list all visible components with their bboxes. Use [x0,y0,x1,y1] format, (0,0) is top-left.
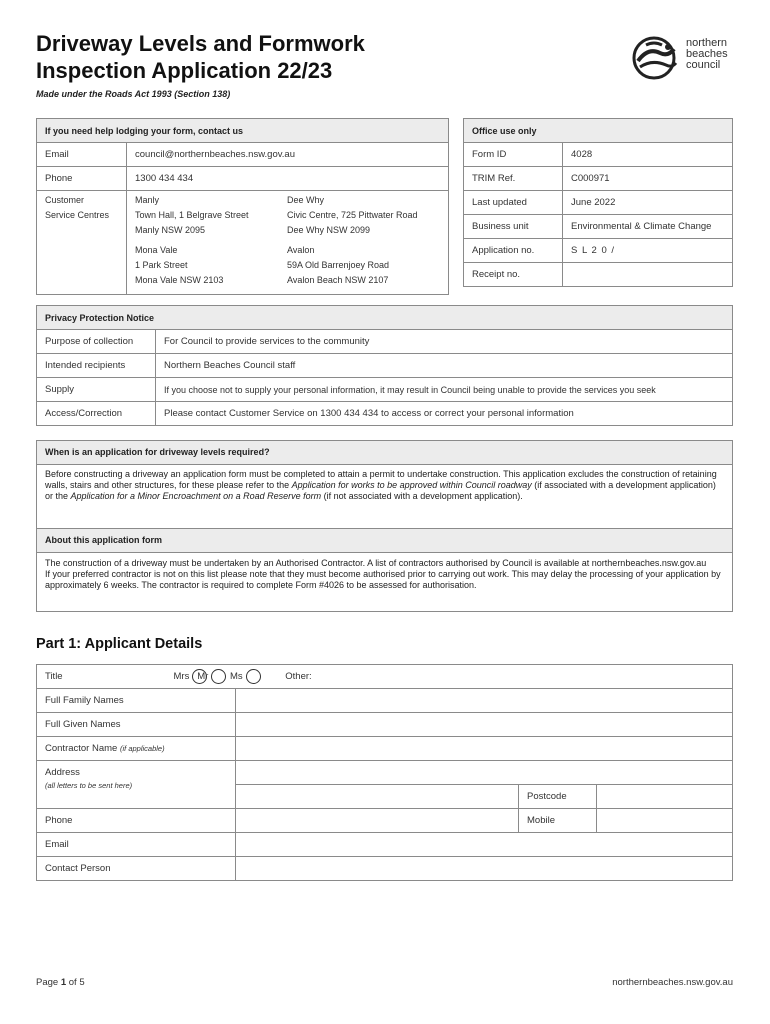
contact-phone-label: Phone [37,167,127,191]
contact-email-value: council@northernbeaches.nsw.gov.au [127,143,449,167]
family-names-label: Full Family Names [37,689,236,713]
contact-phone-value: 1300 434 434 [127,167,449,191]
family-names-input[interactable] [236,689,733,713]
title-options-cell [173,665,733,689]
contractor-hint: (if applicable) [119,744,165,753]
info-question-text [37,465,732,529]
page-prefix: Page [36,977,61,988]
centre-deewhy-name: Dee Why [287,195,325,205]
privacy-label: Purpose of collection [37,330,156,354]
info-box [36,440,733,612]
opt-mrs-label: Mrs [173,671,190,683]
centre-monavale [135,243,287,288]
office-label: Application no. [464,239,563,263]
page-title [36,30,365,84]
footer-website-link[interactable]: northernbeaches.nsw.gov.au [612,977,733,988]
office-value: 4028 [563,143,733,167]
contractor-label [37,737,236,761]
contractor-label-text: Contractor Name [45,743,118,754]
privacy-label: Supply [37,378,156,402]
centre-manly-suburb: Manly NSW 2095 [135,225,206,235]
page-suffix: of 5 [66,977,85,988]
logo-line-2: beaches [686,48,728,60]
works-application-title: Application for works to be approved within Council roadway [291,480,532,490]
contractor-input[interactable] [236,737,733,761]
title-line-2: Inspection Application 22/23 [36,58,333,83]
opt-ms-label: Ms [229,671,243,683]
contact-person-input[interactable] [236,857,733,881]
logo-line-3: council [686,59,721,71]
privacy-label: Intended recipients [37,354,156,378]
centre-manly-street: Town Hall, 1 Belgrave Street [135,210,249,220]
centre-avalon [287,243,389,288]
privacy-value: If you choose not to supply your personal information, it may result in Council being unable to provide the services you seek [156,378,733,402]
centres-label-2: Service Centres [45,210,110,220]
application-no-input[interactable]: S L 2 0 / [563,239,733,263]
office-label: Last updated [464,191,563,215]
office-value: Environmental & Climate Change [563,215,733,239]
centres-label-1: Customer [45,195,85,205]
title-line-1: Driveway Levels and Formwork [36,31,365,56]
phone-label: Phone [37,809,236,833]
phone-input[interactable] [236,809,519,833]
info-question-heading: When is an application for driveway levels required? [37,441,732,465]
centre-deewhy [287,193,418,238]
centre-avalon-name: Avalon [287,245,315,255]
office-label: Form ID [464,143,563,167]
privacy-value: For Council to provide services to the community [156,330,733,354]
address-hint: (all letters to be sent here) [45,781,133,790]
applicant-details-table [36,664,733,881]
office-value: June 2022 [563,191,733,215]
privacy-heading: Privacy Protection Notice [37,306,733,330]
address-input-line-1[interactable] [236,761,733,785]
centre-monavale-suburb: Mona Vale NSW 2103 [135,275,224,285]
office-label: TRIM Ref. [464,167,563,191]
opt-mr-label: Mr [197,671,209,683]
office-value: C000971 [563,167,733,191]
centre-deewhy-suburb: Dee Why NSW 2099 [287,225,371,235]
postcode-input[interactable] [597,785,733,809]
logo-line-1: northern [686,37,727,49]
office-use-table [463,118,733,287]
logo-text [686,38,728,71]
page-number [36,977,85,988]
centres-label [37,191,127,295]
encroachment-application-title: Application for a Minor Encroachment on a Road Reserve form [70,491,322,501]
given-names-input[interactable] [236,713,733,737]
info-text-part: Before constructing a driveway an application form must be completed to attain a permit to undertake construction. This application excludes the construction of retaining walls, stairs and other structures, for these please refer to the [45,469,717,490]
council-logo [630,35,738,81]
centre-monavale-street: 1 Park Street [135,260,188,270]
contact-table [36,118,449,295]
centre-manly-name: Manly [135,195,160,205]
contact-person-label: Contact Person [37,857,236,881]
centre-monavale-name: Mona Vale [135,245,178,255]
part1-heading: Part 1: Applicant Details [36,636,203,652]
about-heading: About this application form [37,529,732,553]
office-heading: Office use only [464,119,733,143]
subtitle: Made under the Roads Act 1993 (Section 138) [36,89,231,99]
privacy-value: Please contact Customer Service on 1300 434 434 to access or correct your personal information [156,402,733,426]
centre-avalon-street: 59A Old Barrenjoey Road [287,260,390,270]
email-label: Email [37,833,236,857]
address-input-line-2[interactable] [236,785,519,809]
info-text-part: (if not associated with a development application). [321,491,523,501]
centre-manly [135,193,287,238]
title-label: Title [45,671,63,683]
about-text [37,553,732,595]
centre-deewhy-street: Civic Centre, 725 Pittwater Road [287,210,418,220]
contact-heading: If you need help lodging your form, contact us [37,119,449,143]
centres-list [127,191,449,295]
beaches-logo-icon [630,35,682,81]
postcode-label: Postcode [519,785,597,809]
privacy-label: Access/Correction [37,402,156,426]
privacy-value: Northern Beaches Council staff [156,354,733,378]
info-text-part: (if associated with a development application) or the [45,480,716,501]
privacy-table [36,305,733,426]
about-paragraph-2: If your preferred contractor is not on this list please note that they must become authorised prior to carrying out work. This may delay the processing of your application by approximately 6 weeks. The contractor is required to complete Form #4026 to be assessed for authorisation. [45,569,721,590]
title-ms-radio[interactable] [246,669,261,684]
address-label [37,761,236,809]
mobile-input[interactable] [597,809,733,833]
opt-other-label: Other: [285,671,312,683]
email-input[interactable] [236,833,733,857]
centre-avalon-suburb: Avalon Beach NSW 2107 [287,275,389,285]
about-paragraph-1: The construction of a driveway must be undertaken by an Authorised Contractor. A list of contractors authorised by Council is available at northernbeaches.nsw.gov.au [45,558,707,568]
office-label: Business unit [464,215,563,239]
address-label-text: Address [45,767,80,778]
mobile-label: Mobile [519,809,597,833]
given-names-label: Full Given Names [37,713,236,737]
page-num: 1 [60,977,67,988]
title-mr-radio[interactable] [211,669,226,684]
receipt-no-input[interactable] [563,263,733,287]
office-label: Receipt no. [464,263,563,287]
contact-email-label: Email [37,143,127,167]
